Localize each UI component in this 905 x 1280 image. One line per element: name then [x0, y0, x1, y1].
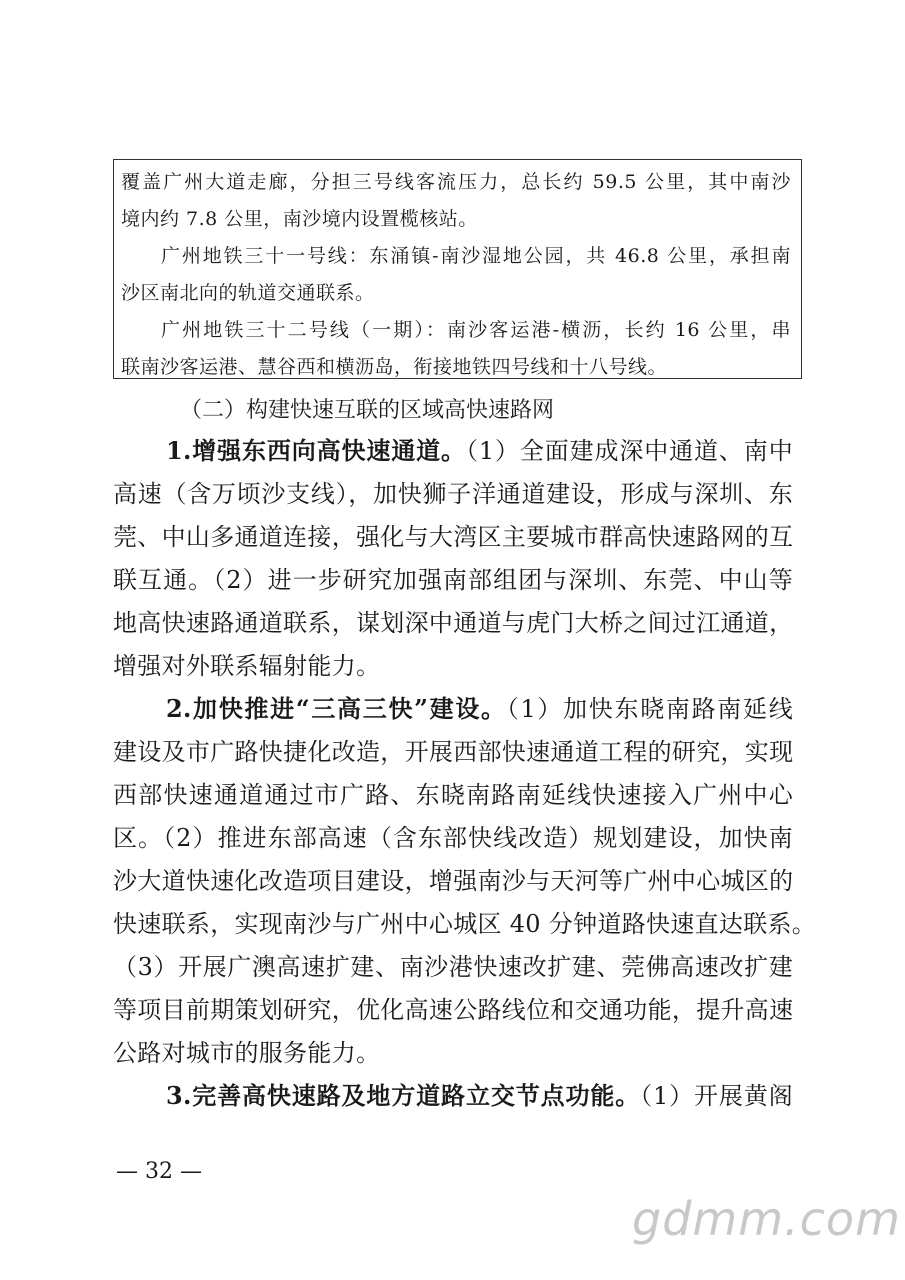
paragraph-line: 区。（2）推进东部高速（含东部快线改造）规划建设，加快南 — [113, 824, 793, 852]
paragraph-line: 高速（含万顷沙支线），加快狮子洋通道建设，形成与深圳、东 — [113, 480, 793, 508]
paragraph-line: 增强对外联系辐射能力。 — [113, 652, 381, 680]
section-heading: 3.完善高快速路及地方道路立交节点功能。 — [166, 1081, 641, 1110]
paragraph-line: 快速联系，实现南沙与广州中心城区 40 分钟道路快速直达联系。 — [113, 910, 817, 938]
box-line: 广州地铁三十一号线：东涌镇-南沙湿地公园，共 46.8 公里，承担南 — [161, 245, 791, 267]
paragraph-line: 地高快速路通道联系，谋划深中通道与虎门大桥之间过江通道， — [113, 609, 794, 637]
section-text: （1）全面建成深中通道、南中 — [465, 437, 793, 465]
section-text: （1）加快东晓南路南延线 — [506, 695, 793, 723]
subheading: （二）构建快速互联的区域高快速路网 — [180, 398, 555, 423]
paragraph-line: 莞、中山多通道连接，强化与大湾区主要城市群高快速路网的互 — [113, 523, 794, 551]
paragraph-line: 西部快速通道通过市广路、东晓南路南延线快速接入广州中心 — [113, 781, 793, 809]
section-text: （1）开展黄阁 — [640, 1082, 793, 1110]
box-line: 沙区南北向的轨道交通联系。 — [121, 282, 375, 304]
box-line: 广州地铁三十二号线（一期）：南沙客运港-横沥，长约 16 公里，串 — [161, 319, 791, 341]
paragraph-line: 建设及市广路快捷化改造，开展西部快速通道工程的研究，实现 — [113, 738, 794, 766]
box-line: 境内约 7.8 公里，南沙境内设置榄核站。 — [121, 208, 478, 230]
box-line: 联南沙客运港、慧谷西和横沥岛，衔接地铁四号线和十八号线。 — [121, 356, 668, 378]
section-first-line — [166, 694, 793, 724]
box-line: 覆盖广州大道走廊，分担三号线客流压力，总长约 59.5 公里，其中南沙 — [121, 171, 791, 193]
section-heading: 1.增强东西向高快速通道。 — [166, 436, 466, 465]
watermark: gdmm.com — [632, 1192, 901, 1246]
paragraph-line: 沙大道快速化改造项目建设，增强南沙与天河等广州中心城区的 — [113, 867, 794, 895]
section-heading: 2.加快推进“三高三快”建设。 — [166, 694, 507, 723]
paragraph-line: 等项目前期策划研究，优化高速公路线位和交通功能，提升高速 — [113, 996, 794, 1024]
section-first-line — [166, 1081, 793, 1111]
paragraph-line: 公路对城市的服务能力。 — [113, 1039, 381, 1067]
paragraph-line: （3）开展广澳高速扩建、南沙港快速改扩建、莞佛高速改扩建 — [113, 953, 793, 981]
paragraph-line: 联互通。（2）进一步研究加强南部组团与深圳、东莞、中山等 — [113, 566, 793, 594]
page-number: — 32 — — [116, 1159, 202, 1184]
section-first-line — [166, 436, 793, 466]
